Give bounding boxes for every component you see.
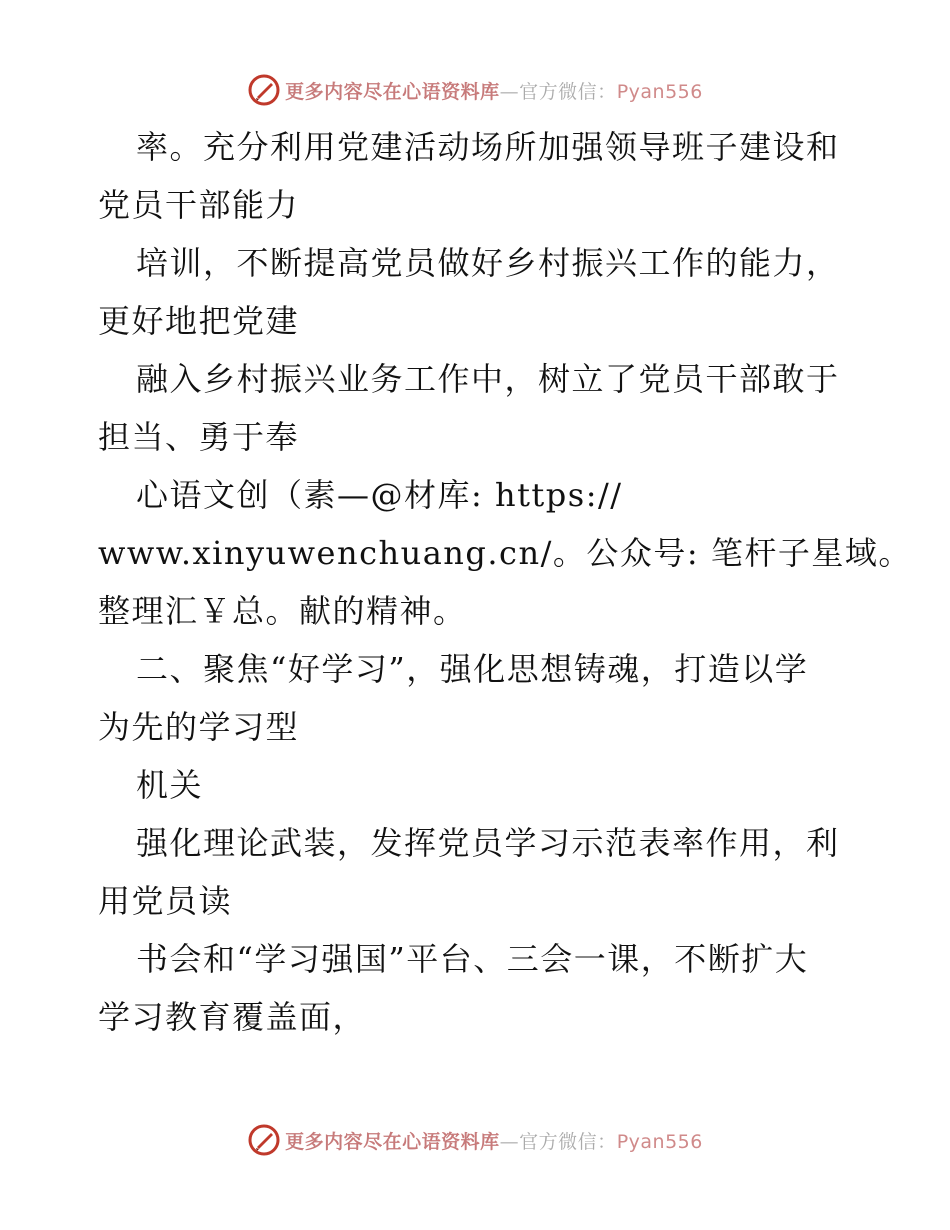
document-body (98, 118, 912, 1046)
section-heading-line: 二、聚焦“好学习”，强化思想铸魂，打造以学 (136, 650, 809, 688)
text-line: 更好地把党建 (98, 302, 300, 340)
banner-wechat-id: Pyan556 (616, 80, 703, 103)
text-line: 融入乡村振兴业务工作中，树立了党员干部敢于 (136, 360, 840, 398)
section-heading-line: 机关 (136, 766, 204, 804)
quill-pen-logo-icon (247, 73, 281, 107)
text-line: 书会和“学习强国”平台、三会一课，不断扩大 (136, 940, 809, 978)
footer-banner (0, 1120, 950, 1160)
text-line: www.xinyuwenchuang.cn/。公众号: 笔杆子星域。 (98, 534, 912, 572)
text-line: 学习教育覆盖面， (98, 998, 367, 1036)
text-line: 党员干部能力 (98, 186, 300, 224)
banner-wechat-id: Pyan556 (616, 1130, 703, 1153)
text-line: 用党员读 (98, 882, 233, 920)
banner-wechat-label: 官方微信： (519, 80, 617, 103)
banner-wechat-label: 官方微信： (519, 1130, 617, 1153)
header-banner (0, 70, 950, 110)
text-line: 强化理论武装，发挥党员学习示范表率作用，利 (136, 824, 840, 862)
banner-text (285, 1127, 703, 1154)
banner-separator: — (499, 80, 520, 103)
text-line: 心语文创（素—@材库: https:// (136, 476, 623, 514)
banner-text (285, 77, 703, 104)
banner-main-text: 更多内容尽在心语资料库 (285, 80, 500, 103)
text-line: 率。充分利用党建活动场所加强领导班子建设和 (136, 128, 840, 166)
text-line: 担当、勇于奉 (98, 418, 300, 456)
banner-separator: — (499, 1130, 520, 1153)
section-heading-line: 为先的学习型 (98, 708, 300, 746)
banner-main-text: 更多内容尽在心语资料库 (285, 1130, 500, 1153)
text-line: 整理汇￥总。献的精神。 (98, 592, 467, 630)
text-line: 培训，不断提高党员做好乡村振兴工作的能力， (136, 244, 840, 282)
quill-pen-logo-icon (247, 1123, 281, 1157)
